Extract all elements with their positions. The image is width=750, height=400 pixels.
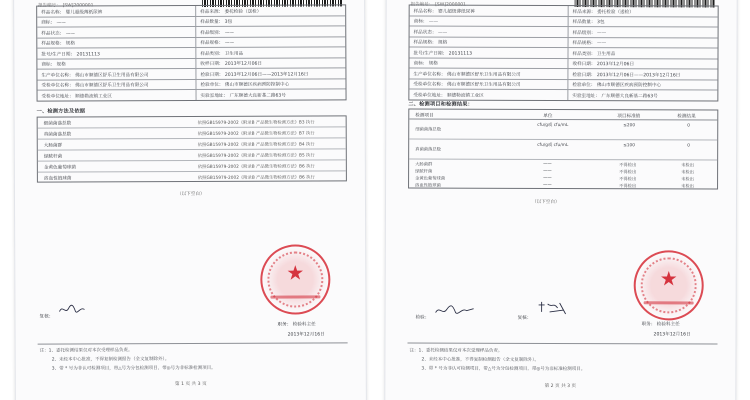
tester-signature: [434, 303, 476, 319]
info-right-cell: 样品级别： ——: [200, 30, 234, 36]
seal-band: [270, 295, 320, 298]
info-left-cell: 批号/生产日期： 20131113: [413, 50, 473, 57]
info-left-cell: 样品状态： ——: [413, 29, 448, 36]
info-right-cell: 样品类别： 卫生用品: [200, 51, 244, 57]
header-item: 检测项目: [415, 112, 434, 119]
tester-label: 检验：: [415, 315, 430, 321]
result-item: 绿脓杆菌: [415, 169, 433, 175]
notes-divider: [38, 342, 348, 344]
info-left-cell: 样品状态： ——: [41, 31, 75, 37]
section-title: 一、检测方法及依据: [36, 108, 86, 115]
report-number-label: 报告编号：: [410, 2, 434, 8]
item-method: 依照GB15979-2002《附录B 产品微生物检测方法》B4 执行: [197, 142, 315, 148]
result-value: 0: [687, 123, 691, 129]
note-line: 2、未经本中心批准，不得复制检测报告（全文复制除外）。: [51, 357, 170, 363]
report-date: 2013年12月16日: [287, 332, 325, 338]
info-left-cell: 样品规格： 规格: [413, 40, 448, 46]
item-method: 依照GB15979-2002《附录B 产品微生物检测方法》B6 执行: [197, 175, 315, 181]
approver-title: 职务： 检验科主任: [641, 322, 680, 328]
page-number: 第 2 页 共 3 页: [544, 383, 577, 390]
info-right-cell: 样品数量： 3包: [572, 20, 605, 26]
info-left-cell: 生产单位名称： 佛山市顺德区舒乐卫生用品有限公司: [413, 71, 521, 78]
info-right-cell: 实验室地址： 广东顺德大良新基二路63号: [572, 93, 658, 99]
test-results-table: [408, 108, 718, 189]
notes-divider: [407, 342, 717, 344]
reviewer-signature: [536, 300, 572, 318]
info-right-cell: 样品级别： ——: [572, 30, 607, 36]
info-right-cell: 检验单位： 佛山市顺德区疾病预防控制中心: [572, 83, 662, 89]
info-row: [38, 89, 346, 101]
note-line: 3、带 * 号为非认可检测项目，带△号为分包检测项目，带◎号为非标准检测项目。: [421, 366, 586, 373]
item-name: 绿脓杆菌: [43, 154, 63, 160]
info-right-cell: 收样日期： 2013年12月06日: [572, 62, 635, 68]
info-left-cell: 受检单位名称： 佛山市顺德区舒乐卫生用品有限公司: [413, 82, 521, 88]
reviewer-label: 复核：: [39, 314, 54, 320]
section-title: 二、检测项目和检测结果：: [408, 101, 473, 108]
info-right-cell: 实验室地址： 广东顺德大良新基二路63号: [200, 93, 286, 99]
item-method: 依照GB15979-2002《附录B 产品微生物检测方法》B5 执行: [197, 153, 315, 159]
result-item: 真菌菌落总数: [415, 147, 441, 153]
seal-star-icon: ★: [286, 260, 305, 285]
report-number-label: 报告编号：: [38, 3, 61, 9]
result-item: 大肠菌群: [415, 162, 433, 168]
info-left-cell: 批号/生产日期： 20131113: [41, 51, 100, 58]
official-seal: [634, 250, 704, 320]
result-unit: cfu/g或 cfu/mL: [537, 142, 569, 149]
reviewer-label: 复核：: [517, 315, 532, 321]
header-unit: 单位: [543, 113, 553, 119]
result-value: 0: [687, 143, 690, 149]
info-left-cell: 样品规格： 规格: [41, 41, 75, 47]
info-row: [409, 89, 717, 101]
official-seal: [260, 244, 330, 314]
result-standard: ≤200: [623, 123, 636, 129]
sample-info-table: [408, 4, 718, 101]
note-line: 注：1、委托检测结果仅对本次受理样品负责。: [409, 348, 503, 354]
approver-title: 职务： 检验科主任: [277, 322, 316, 328]
result-value: 未检出: [681, 163, 695, 169]
item-name: 细菌菌落总数: [43, 121, 72, 127]
result-unit: ——: [543, 175, 552, 181]
reviewer-signature: [57, 302, 87, 316]
page-number: 第 1 页 共 3 页: [175, 381, 207, 388]
report-notes: [40, 345, 340, 373]
result-item: 细菌菌落总数: [415, 127, 442, 133]
header-standard: 项目标准值: [617, 113, 641, 119]
info-right-cell: 检验日期： 2013年12月06日——2013年12月16日: [572, 72, 681, 78]
info-left-cell: 受检单位名称： 佛山市顺德区舒乐卫生用品有限公司: [41, 83, 149, 89]
note-line: 3、带 * 号为非认可检测项目，带△号为分包检测项目，带◎号为非标准检测项目。: [51, 365, 216, 372]
info-right-cell: 检验单位： 佛山市顺德区疾病预防控制中心: [200, 82, 290, 88]
result-standard: 不得检出: [619, 184, 637, 190]
report-notes: [409, 346, 709, 374]
item-method: 依照GB15979-2002《附录B 产品微生物检测方法》B7 执行: [197, 131, 315, 137]
info-right-cell: 样品规格： ——: [572, 41, 607, 47]
info-left-cell: 商标： 规格: [41, 62, 66, 68]
info-right-cell: 样品来源： 委托检验（送检）: [572, 9, 634, 15]
item-method: 依照GB15979-2002《附录B 产品微生物检测方法》B6 执行: [197, 164, 315, 170]
note-line: 注：1、委托检测结果仅对本次受理样品负责。: [39, 348, 133, 354]
item-name: 大肠菌群: [43, 143, 63, 149]
result-standard: ≤100: [623, 143, 636, 149]
report-number-value: [SW]2000001: [435, 2, 467, 8]
result-unit: cfu/g或 cfu/mL: [537, 122, 569, 129]
item-method: 依照GB15979-2002《附录B 产品微生物检测方法》B3 执行: [197, 120, 315, 126]
result-value: 未检出: [681, 184, 694, 190]
result-standard: 不得检出: [619, 170, 637, 176]
info-right-cell: 样品类别： 卫生用品: [572, 51, 616, 57]
item-name: 金黄色葡萄球菌: [43, 165, 77, 171]
note-line: 2、未经本中心批准，不得复制检测报告（全文复制除外）。: [421, 357, 540, 363]
result-unit: ——: [543, 182, 552, 188]
report-date: 2013年12月16日: [653, 332, 691, 338]
result-row: [409, 139, 717, 160]
result-value: 未检出: [681, 177, 694, 183]
result-value: 未检出: [681, 170, 694, 176]
info-left-cell: 生产单位名称： 佛山市顺德区舒乐卫生用品有限公司: [41, 72, 149, 79]
sample-info-table: [36, 4, 346, 101]
info-left-cell: 商标： ——: [413, 19, 439, 25]
item-name: 真菌菌落总数: [43, 132, 72, 138]
report-page-2: [384, 0, 737, 400]
blank-below-note: （以下空白）: [176, 191, 205, 198]
test-methods-table: [37, 115, 347, 182]
result-item: 金黄色葡萄球菌: [415, 176, 446, 182]
info-right-cell: 样品规格： ——: [200, 40, 234, 46]
info-right-cell: 收样日期： 2013年12月06日: [200, 61, 263, 67]
info-right-cell: 样品数量： 3包: [200, 19, 233, 25]
seal-band: [644, 301, 694, 304]
report-page-1: [13, 0, 367, 400]
result-unit: ——: [543, 168, 552, 174]
result-item: 溶血性链球菌: [415, 183, 441, 189]
item-name: 溶血性链球菌: [43, 176, 72, 182]
blank-below-note: （以下空白）: [531, 199, 560, 205]
info-left-cell: 受检单位地址： 顺德勒流镇工业区: [41, 93, 112, 100]
result-row: [409, 119, 717, 140]
result-row-group: [409, 159, 717, 190]
method-row: [38, 171, 346, 183]
info-left-cell: 受检单位地址： 顺德勒流镇工业区: [413, 92, 484, 99]
result-standard: 不得检出: [619, 163, 637, 169]
info-left-cell: 样品名称： 婴儿超级薄纸尿裤: [41, 9, 103, 16]
info-right-cell: 样品来源： 委托检验（送检）: [200, 9, 262, 15]
result-standard: 不得检出: [619, 177, 637, 183]
info-left-cell: 样品名称： 婴儿超级薄纸尿裤: [413, 8, 475, 15]
report-number-value: [SW]2000001: [62, 3, 94, 9]
info-right-cell: 检验日期： 2013年12月06日——2013年12月16日: [200, 71, 309, 78]
seal-star-icon: ★: [659, 266, 678, 291]
info-left-cell: 商标： ——: [41, 20, 66, 26]
header-result: 检测结果: [677, 113, 696, 119]
result-unit: ——: [543, 161, 552, 167]
info-left-cell: 商标： 规格: [413, 61, 438, 67]
